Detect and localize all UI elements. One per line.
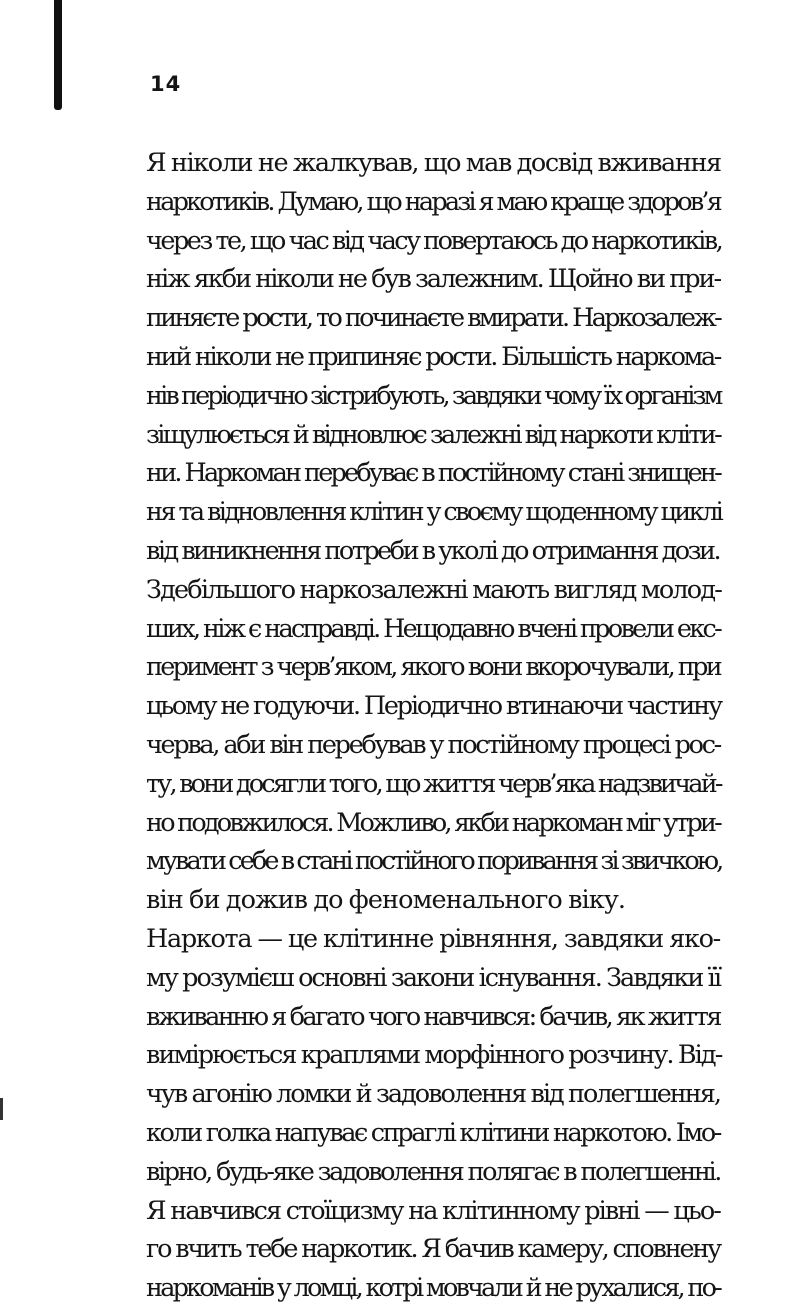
body-text (146, 144, 720, 1308)
text-line: ніж якби ніколи не був залежним. Щойно ви при- (146, 264, 721, 295)
text-line: ших, ніж є насправді. Нещодавно вчені провели екс- (146, 613, 720, 644)
text-line: зіщулюється й відновлює залежні від наркоти кліти- (146, 419, 720, 450)
text-line: вимірюється краплями морфінного розчину. Від- (146, 1040, 722, 1071)
text-line: ний ніколи не припиняє рости. Більшість наркома- (146, 341, 720, 372)
text-line: мувати себе в стані постійного поривання зі звичкою, (146, 846, 722, 877)
text-line: через те, що час від часу повертаюсь до наркотиків, (146, 225, 722, 256)
paragraph-1 (146, 144, 720, 571)
text-line: му розумієш основні закони існування. Завдяки її (146, 962, 720, 993)
text-line: перимент з черв’яком, якого вони вкорочували, при (146, 652, 720, 683)
text-line: Я ніколи не жалкував, що мав досвід вживання (146, 148, 721, 178)
text-line: Здебільшого наркозалежні мають вигляд молод- (146, 574, 722, 605)
text-line: но подовжилося. Можливо, якби наркоман міг утри- (146, 807, 720, 838)
text-line: ня та відновлення клітин у своєму щоденному циклі (146, 497, 722, 528)
text-line: нів періодично зістрибують, завдяки чому їх організм (146, 380, 721, 411)
text-line: пиняєте рости, то починаєте вмирати. Наркозалеж- (146, 303, 720, 334)
page-number: 14 (150, 72, 182, 96)
text-line: від виникнення потреби в уколі до отримання дози. (146, 535, 720, 566)
text-line: ту, вони досягли того, що життя черв’яка надзвичай- (146, 768, 721, 799)
text-line: Я навчився стоїцизму на клітинному рівні — цьо- (146, 1195, 720, 1226)
text-line: черва, аби він перебував у постійному процесі рос- (146, 729, 720, 760)
text-line: Наркота — це клітинне рівняння, завдяки яко- (146, 923, 720, 954)
text-line: го вчить тебе наркотик. Я бачив камеру, сповнену (146, 1234, 720, 1265)
paragraph-3 (146, 920, 720, 1308)
text-line: вірно, будь-яке задоволення полягає в полегшенні. (146, 1156, 720, 1187)
text-line: коли голка напуває спраглі клітини наркотою. Імо- (146, 1117, 720, 1148)
text-line: він би дожив до феноменального віку. (146, 885, 626, 916)
text-line: ни. Наркоман перебуває в постійному стані знищен- (146, 458, 720, 489)
text-line: наркоманів у ломці, котрі мовчали й не рухалися, по- (146, 1273, 720, 1304)
text-line: цьому не годуючи. Періодично втинаючи частину (146, 691, 721, 722)
text-line: чув агонію ломки й задоволення від полегшення, (146, 1079, 720, 1110)
text-line: вживанню я багато чого навчився: бачив, як життя (146, 1001, 720, 1032)
scan-edge-mark (0, 1098, 3, 1120)
page-binding-edge (54, 0, 62, 110)
text-line: наркотиків. Думаю, що наразі я маю краще здоров’я (146, 186, 720, 217)
paragraph-2 (146, 571, 720, 920)
